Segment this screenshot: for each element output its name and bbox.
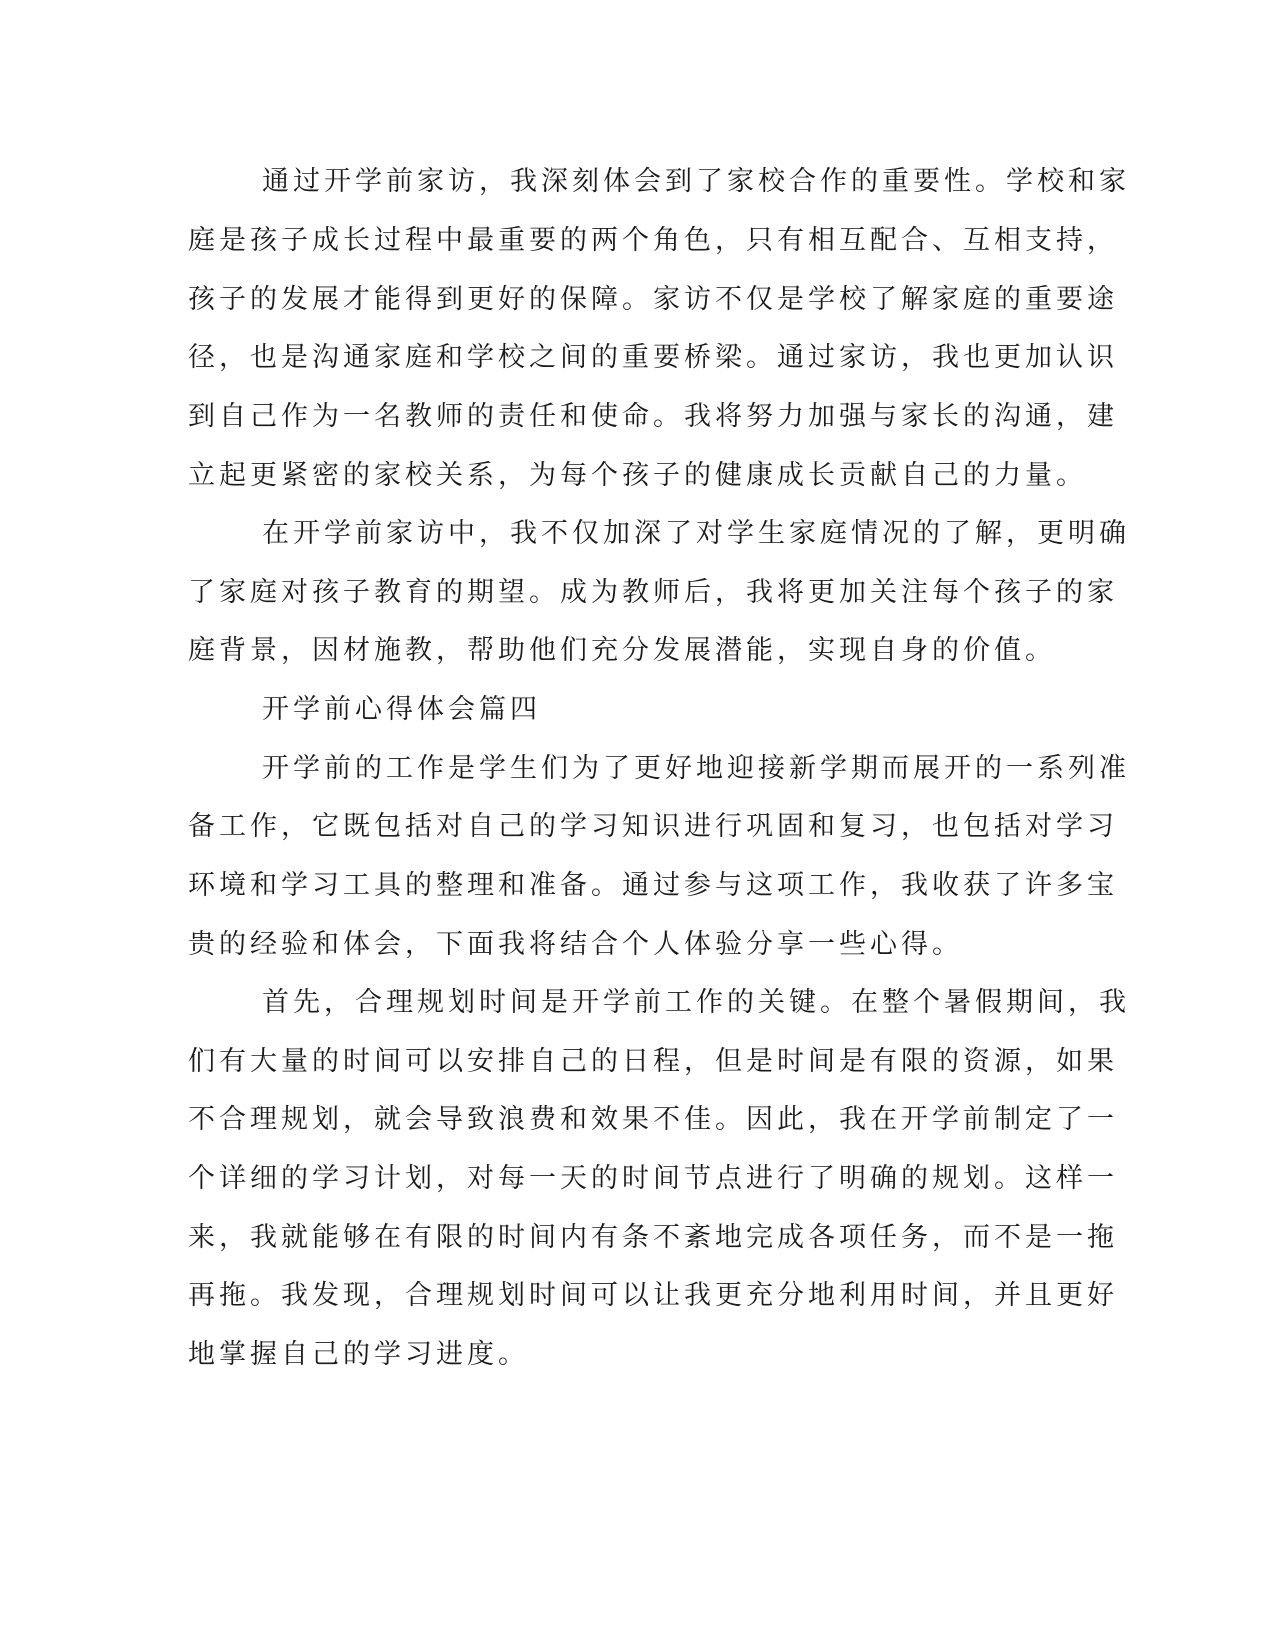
paragraph-4-line-3: 不合理规划，就会导致浪费和效果不佳。因此，我在开学前制定了一 — [188, 1104, 1118, 1135]
paragraph-1-line-1: 通过开学前家访，我深刻体会到了家校合作的重要性。学校和家 — [262, 166, 1130, 197]
paragraph-1-line-3: 孩子的发展才能得到更好的保障。家访不仅是学校了解家庭的重要途 — [188, 284, 1118, 315]
paragraph-4-line-4: 个详细的学习计划，对每一天的时间节点进行了明确的规划。这样一 — [188, 1163, 1118, 1194]
paragraph-4-line-5: 来，我就能够在有限的时间内有条不紊地完成各项任务，而不是一拖 — [188, 1222, 1118, 1253]
paragraph-1-line-4: 径，也是沟通家庭和学校之间的重要桥梁。通过家访，我也更加认识 — [188, 342, 1118, 373]
paragraph-4-line-7: 地掌握自己的学习进度。 — [188, 1339, 529, 1370]
paragraph-1-line-6: 立起更紧密的家校关系，为每个孩子的健康成长贡献自己的力量。 — [188, 460, 1087, 491]
paragraph-4-line-2: 们有大量的时间可以安排自己的日程，但是时间是有限的资源，如果 — [188, 1046, 1118, 1077]
paragraph-3-line-4: 贵的经验和体会，下面我将结合个人体验分享一些心得。 — [188, 929, 963, 960]
paragraph-4-line-1: 首先，合理规划时间是开学前工作的关键。在整个暑假期间，我 — [262, 987, 1130, 1018]
paragraph-2-line-1: 在开学前家访中，我不仅加深了对学生家庭情况的了解，更明确 — [262, 518, 1130, 549]
paragraph-2-line-3: 庭背景，因材施教，帮助他们充分发展潜能，实现自身的价值。 — [188, 635, 1056, 666]
paragraph-1-line-2: 庭是孩子成长过程中最重要的两个角色，只有相互配合、互相支持， — [188, 225, 1118, 256]
paragraph-3-line-3: 环境和学习工具的整理和准备。通过参与这项工作，我收获了许多宝 — [188, 870, 1118, 901]
paragraph-3-line-1: 开学前的工作是学生们为了更好地迎接新学期而展开的一系列准 — [262, 753, 1130, 784]
section-heading: 开学前心得体会篇四 — [262, 694, 541, 725]
paragraph-2-line-2: 了家庭对孩子教育的期望。成为教师后，我将更加关注每个孩子的家 — [188, 577, 1118, 608]
paragraph-4-line-6: 再拖。我发现，合理规划时间可以让我更充分地利用时间，并且更好 — [188, 1280, 1118, 1311]
paragraph-3-line-2: 备工作，它既包括对自己的学习知识进行巩固和复习，也包括对学习 — [188, 811, 1118, 842]
paragraph-1-line-5: 到自己作为一名教师的责任和使命。我将努力加强与家长的沟通，建 — [188, 401, 1118, 432]
